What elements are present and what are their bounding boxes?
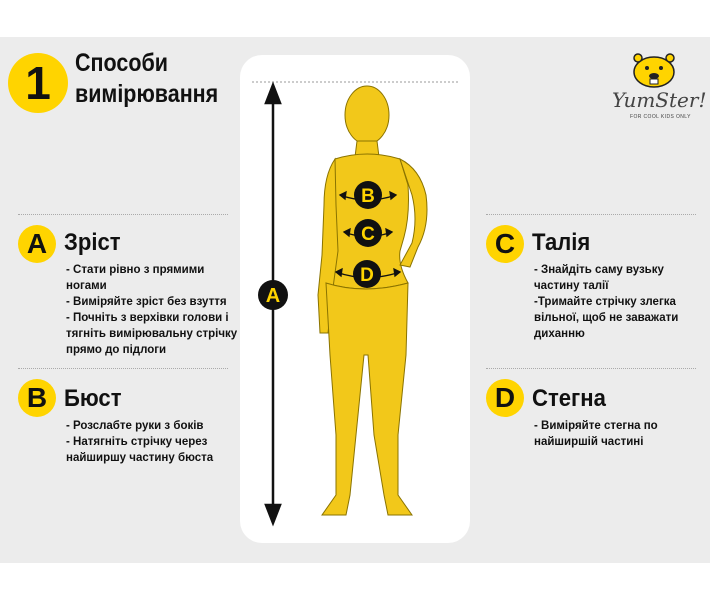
step-number-badge: 1 (8, 53, 68, 113)
list-item: - Натягніть стрічку через найширшу частину бюста (66, 436, 214, 464)
svg-text:A: A (265, 285, 281, 307)
section-a-badge: A (18, 225, 56, 263)
svg-text:D: D (360, 265, 374, 286)
list-item: - Виміряйте зріст без взуття (66, 296, 227, 308)
section-c-badge: C (486, 225, 524, 263)
list-item: - Виміряйте стегна по найширшій частині (534, 420, 658, 448)
section-b-title: Бюст (64, 385, 122, 412)
list-item: - Знайдіть саму вузьку частину талії (534, 264, 664, 292)
list-item: -Тримайте стрічку злегка вільної, щоб не заважати диханню (534, 296, 679, 340)
list-item: - Стати рівно з прямими ногами (66, 264, 205, 292)
section-b-instructions (66, 418, 238, 466)
list-item: - Почніть з верхівки голови і тягніть вимірювальну стрічку прямо до підлоги (66, 312, 238, 356)
section-b-badge: B (18, 379, 56, 417)
body-figure-diagram (240, 55, 470, 543)
brand-logo-text: YumSter! (612, 88, 707, 112)
svg-text:B: B (361, 186, 375, 207)
marker-c (354, 219, 382, 247)
body-silhouette (318, 86, 427, 515)
page-title (75, 48, 221, 110)
marker-b (354, 181, 382, 209)
section-divider (486, 368, 696, 369)
page-title-line-2: вимірювання (75, 80, 219, 108)
brand-tagline: FOR COOL KIDS ONLY (630, 114, 691, 120)
section-c-title: Талія (532, 229, 591, 256)
list-item: - Розслабте руки з боків (66, 420, 204, 432)
section-divider (18, 368, 228, 369)
marker-d (353, 260, 381, 288)
section-divider (18, 214, 228, 215)
svg-text:C: C (361, 224, 375, 245)
section-a-title: Зріст (64, 229, 121, 256)
section-d-instructions (534, 418, 694, 450)
page-title-line-1: Способи (75, 49, 168, 77)
section-c-instructions (534, 262, 694, 342)
section-d-badge: D (486, 379, 524, 417)
section-a-instructions (66, 262, 238, 358)
section-divider (486, 214, 696, 215)
marker-a (258, 280, 288, 310)
section-d-title: Стегна (532, 385, 606, 412)
